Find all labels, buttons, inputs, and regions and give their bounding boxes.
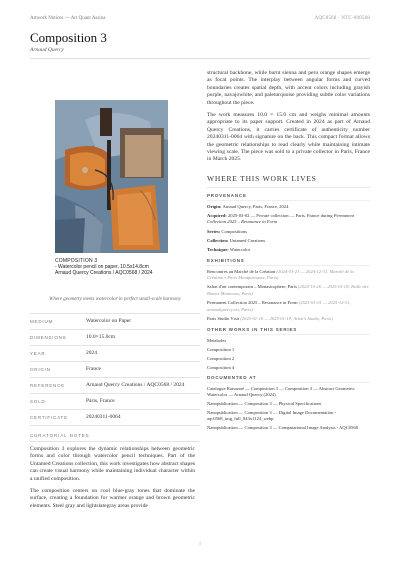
exhibition-dates: (2025-01-01 — 2025-12-31, arnaudquercy.art, Paris) <box>207 300 351 312</box>
exhibition-name: Permanent Collection 2025 – Resonance in Form <box>207 300 298 306</box>
metadata-row-dimensions <box>30 330 200 346</box>
artist-name: Arnaud Quercy <box>30 47 64 53</box>
exhibition-item[interactable] <box>207 284 370 297</box>
right-column <box>207 70 370 434</box>
exhibition-item[interactable] <box>207 300 370 313</box>
curatorial-paragraph: Composition 3 explores the dynamic relationships between geometric forms and color through watercolor pencil techniques. Part of the Untamed Creations collection, this work investigates how abstract shapes can create visual harmony while maintaining individual character within a unified composition. <box>30 446 195 482</box>
header-left-text: Artwork Notices — Art Quant Assina <box>30 16 106 21</box>
metadata-value: 20240311-0064 <box>86 414 121 420</box>
metadata-value: 10.0×15.0cm <box>86 334 116 340</box>
metadata-label: CERTIFICATE <box>30 415 68 420</box>
series-work-link[interactable]: Composition 2 <box>207 355 235 361</box>
acquired-label: Acquired: <box>207 213 227 219</box>
collection-value[interactable]: Untamed Creations <box>229 238 266 244</box>
metadata-label: YEAR <box>30 351 46 356</box>
caption-title: COMPOSITION 3 <box>55 258 98 264</box>
provenance-heading: PROVENANCE <box>207 193 370 201</box>
technique-value[interactable]: Watercolor <box>229 247 251 253</box>
metadata-row-origin <box>30 362 200 378</box>
documentation-link[interactable]: Nanopublication — Composition 3 — Computational Image Analysis - AQC0568 <box>207 424 358 430</box>
metadata-value: Paris, France <box>86 398 115 404</box>
exhibition-dates: (2025-01-10 — 2025-01-19, Artist's Studio, Paris) <box>240 316 333 322</box>
header-divider <box>30 58 370 59</box>
description-paragraph: The work measures 10.0 × 15.0 cm and weighs minimal amounts appropriate to its paper support. Created in 2024 as part of Arnaud Quercy Creations, it carries certificate of authenticity number 20240311-0064 with signature on the back. This compact format allows the geometric relationships to read clearly while maintaining intimate viewing scale. The piece was sold to a private collector in Paris, France in March 2025. <box>207 112 370 163</box>
metadata-row-medium <box>30 314 200 330</box>
metadata-row-certificate <box>30 410 200 426</box>
series-work-link[interactable]: Metaboles <box>207 337 227 343</box>
documentation-link[interactable]: Nanopublication — Composition 3 — Digital Image Documentation - aqc0568_img_full_843x1124_webp <box>207 409 337 421</box>
metadata-table <box>30 313 200 426</box>
provenance-acquired <box>207 213 370 226</box>
artwork-caption <box>55 258 195 277</box>
metadata-value: Arnaud Quercy Creations / AQC0568 / 2024 <box>86 382 185 388</box>
page-title: Composition 3 <box>30 30 107 45</box>
provenance-collection <box>207 238 370 244</box>
collection-label: Collection: <box>207 238 229 244</box>
exhibition-dates: (2024-03-21 — 2024-12-31, Marché de la Création • Paris Montparnasse, Paris) <box>207 268 354 281</box>
provenance-technique <box>207 247 370 253</box>
exhibition-name: Salon d'art contemporain – Monastrophere, Paris <box>207 284 297 290</box>
origin-value: Arnaud Quercy, Paris, France, 2024 <box>222 203 289 209</box>
metadata-value: Watercolor on Paper <box>86 318 132 324</box>
documented-at-heading: DOCUMENTED AT <box>207 375 370 383</box>
exhibition-item[interactable] <box>207 316 370 322</box>
metadata-row-sold <box>30 394 200 410</box>
documentation-link[interactable]: Nanopublication — Composition 3 — Physical Specifications <box>207 400 322 406</box>
page-number: 1 <box>198 542 202 547</box>
metadata-value: 2024 <box>86 350 97 356</box>
series-work-link[interactable]: Composition 1 <box>207 346 235 352</box>
metadata-label: DIMENSIONS <box>30 335 67 340</box>
caption-reference: Arnaud Quercy Creations / AQC0568 / 2024 <box>55 270 153 277</box>
page-header <box>30 16 370 26</box>
exhibition-name: Paris Studio Visit <box>207 316 240 322</box>
metadata-label: REFERENCE <box>30 383 65 388</box>
artwork-svg <box>55 100 168 253</box>
curatorial-notes-heading: CURATORIAL NOTES <box>30 433 90 438</box>
header-reference: AQC0568 · NTC-000568 <box>314 16 370 21</box>
acquired-value: 2025-03-02 — Private collection — Paris, France during <box>227 213 333 219</box>
metadata-label: MEDIUM <box>30 319 54 324</box>
technique-label: Technique: <box>207 247 229 253</box>
artwork-subcaption: Where geometry meets watercolor in perfect small-scale harmony <box>49 297 181 302</box>
description-paragraph: structural backbone, while burnt sienna and peru orange shapes emerge as focal points. The interplay between angular forms and curved boundaries creates spatial depth, with accent colors including grayish purple, navajowhite, and paleturquoise providing subtle color variations throughout the piece. <box>207 70 370 106</box>
artwork-image[interactable] <box>55 100 168 253</box>
curatorial-paragraph: The composition centers on cool blue-gray tones that dominate the surface, creating a foundation for warmer orange and brown geometric elements. Steel gray and lightslategray areas provide <box>30 488 195 509</box>
curatorial-divider <box>30 441 200 442</box>
series-work-link[interactable]: Composition 4 <box>207 364 235 370</box>
series-label: Series: <box>207 228 221 234</box>
metadata-row-year <box>30 346 200 362</box>
series-value[interactable]: Compositions <box>221 228 247 234</box>
acquired-exhibition: Permanent Collection 2025 – Resonance in Form <box>207 213 354 225</box>
caption-medium: - Watercolor pencil on paper, 10.5x14.8cm <box>55 264 149 271</box>
metadata-row-reference <box>30 378 200 394</box>
exhibitions-heading: EXHIBITIONS <box>207 258 370 266</box>
provenance-series <box>207 229 370 235</box>
series-works-heading: OTHER WORKS IN THIS SERIES <box>207 327 370 335</box>
metadata-label: SOLD <box>30 399 46 404</box>
exhibition-dates: (2024-10-26 — 2025-01-05, Halle des Blancs Manteaux, Paris) <box>207 284 369 296</box>
documentation-link[interactable]: Catalogue Raisonné — Composition 3 — Composition 3 — Abstract Geometric Watercolor — Arnaud Quercy (2024) <box>207 385 355 397</box>
origin-label: Origin: <box>207 203 222 209</box>
exhibition-name: Rencontres au Marché de la Création <box>207 268 276 274</box>
metadata-label: ORIGIN <box>30 367 51 372</box>
exhibition-item[interactable] <box>207 269 370 282</box>
metadata-value: France <box>86 366 101 372</box>
curatorial-notes-body <box>30 446 195 515</box>
provenance-origin <box>207 204 370 210</box>
where-this-work-lives-heading: WHERE THIS WORK LIVES <box>207 174 370 188</box>
